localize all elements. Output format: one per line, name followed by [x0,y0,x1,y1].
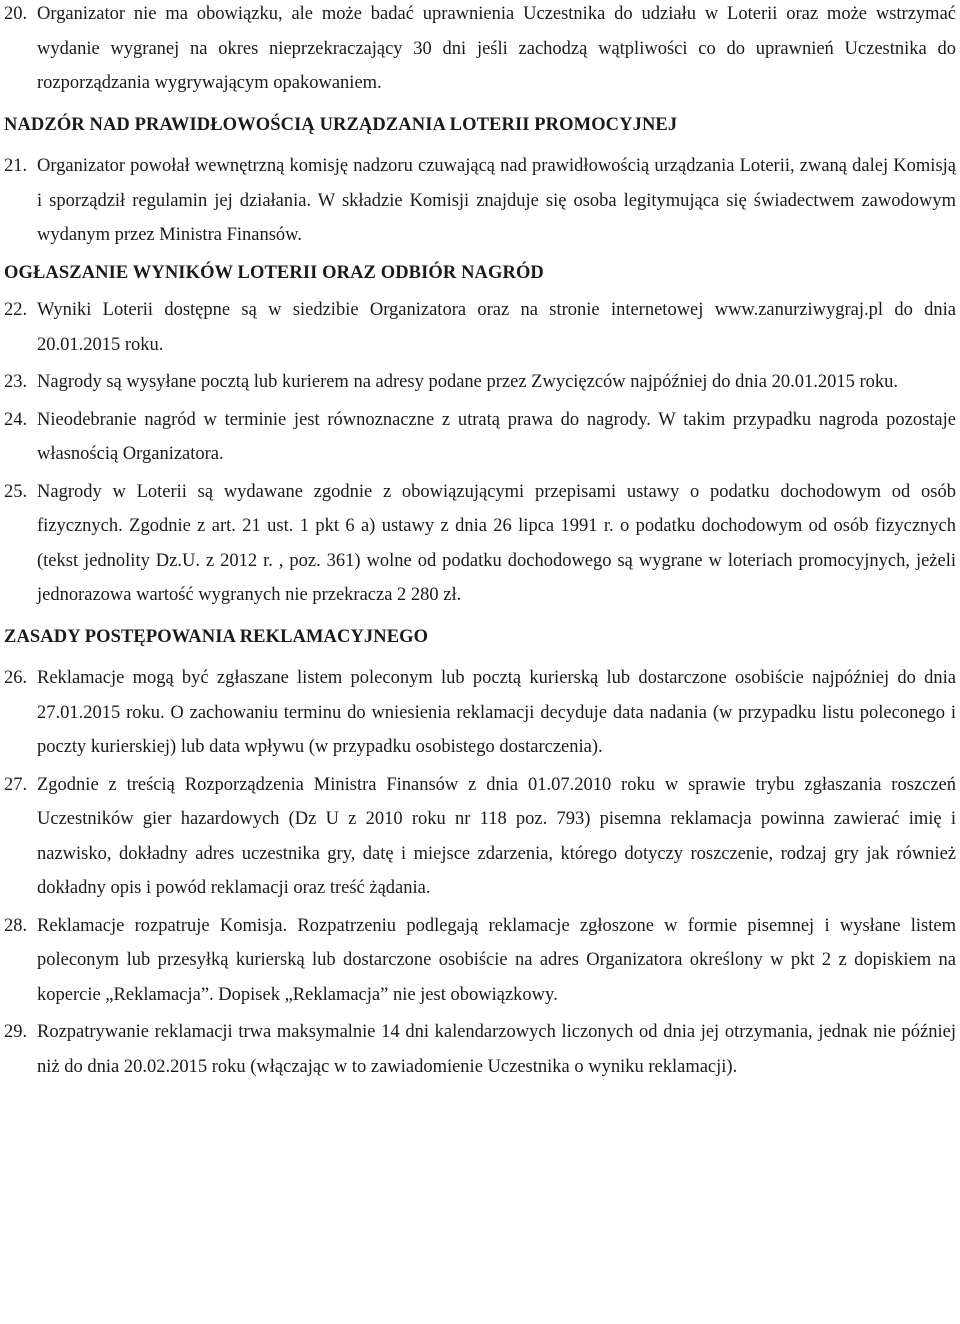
paragraph-number: 22. [4,300,28,320]
paragraph-text: Nagrody są wysyłane pocztą lub kurierem na adresy podane przez Zwycięzców najpóźniej do dnia 20.01.2015 roku. [37,372,898,392]
paragraph-text: Reklamacje rozpatruje Komisja. Rozpatrzeniu podlegają reklamacje zgłoszone w formie pisemnej i wysłane listem poleconym lub przesyłką kurierską lub dostarczone osobiście na adres Organizatora określony w pkt 2 z dopiskiem na kopercie „Reklamacja”. Dopisek „Reklamacja” nie jest obowiązkowy. [37,915,956,1005]
paragraph-25 [4,475,956,613]
paragraph-22 [4,293,956,362]
paragraph-23 [4,365,956,400]
paragraph-number: 28. [4,915,28,936]
paragraph-number: 25. [4,481,28,502]
paragraph-text: Nieodebranie nagród w terminie jest równoznaczne z utratą prawa do nagrody. W takim przypadku nagroda pozostaje własnością Organizatora. [37,409,956,464]
paragraph-text: Rozpatrywanie reklamacji trwa maksymalnie 14 dni kalendarzowych liczonych od dnia jej otrzymania, jednak nie później niż do dnia 20.02.2015 roku (włączając w to zawiadomienie Uczestnika o wyniku reklamacji). [37,1022,956,1077]
paragraph-number: 26. [4,668,28,688]
paragraph-26 [4,661,956,765]
paragraph-number: 29. [4,1022,28,1042]
section-heading-complaints: ZASADY POSTĘPOWANIA REKLAMACYJNEGO [4,626,429,647]
paragraph-28 [4,909,956,1013]
section-heading-results: OGŁASZANIE WYNIKÓW LOTERII ORAZ ODBIÓR NAGRÓD [4,262,544,283]
paragraph-number: 23. [4,372,28,392]
paragraph-20 [4,0,956,101]
paragraph-number: 27. [4,774,28,795]
paragraph-text: Organizator nie ma obowiązku, ale może badać uprawnienia Uczestnika do udziału w Loterii oraz może wstrzymać wydanie wygranej na okres nieprzekraczający 30 dni jeśli zachodzą wątpliwości co do uprawnień Uczestnika do rozporządzania wygrywającym opakowaniem. [37,4,956,93]
paragraph-24 [4,403,956,472]
paragraph-21 [4,149,956,253]
paragraph-29 [4,1015,956,1084]
section-heading-supervision: NADZÓR NAD PRAWIDŁOWOŚCIĄ URZĄDZANIA LOTERII PROMOCYJNEJ [4,114,678,135]
paragraph-text: Wyniki Loterii dostępne są w siedzibie Organizatora oraz na stronie internetowej www.zanurziwygraj.pl do dnia 20.01.2015 roku. [37,300,956,355]
paragraph-number: 20. [4,4,28,24]
paragraph-number: 21. [4,156,28,176]
paragraph-text: Nagrody w Loterii są wydawane zgodnie z obowiązującymi przepisami ustawy o podatku dochodowym od osób fizycznych. Zgodnie z art. 21 ust. 1 pkt 6 a) ustawy z dnia 26 lipca 1991 r. o podatku dochodowym od osób fizycznych (tekst jednolity Dz.U. z 2012 r. , poz. 361) wolne od podatku dochodowego są wygrane w loteriach promocyjnych, jeżeli jednorazowa wartość wygranych nie przekracza 2 280 zł. [37,481,956,605]
paragraph-text: Zgodnie z treścią Rozporządzenia Ministra Finansów z dnia 01.07.2010 roku w sprawie trybu zgłaszania roszczeń Uczestników gier hazardowych (Dz U z 2010 roku nr 118 poz. 793) pisemna reklamacja powinna zawierać imię i nazwisko, dokładny adres uczestnika gry, datę i miejsce zdarzenia, którego dotyczy roszczenie, rodzaj gry jak również dokładny opis i powód reklamacji oraz treść żądania. [37,774,956,898]
paragraph-text: Reklamacje mogą być zgłaszane listem poleconym lub pocztą kurierską lub dostarczone osobiście najpóźniej do dnia 27.01.2015 roku. O zachowaniu terminu do wniesienia reklamacji decyduje data nadania (w przypadku listu poleconego i poczty kurierskiej) lub data wpływu (w przypadku osobistego dostarczenia). [37,668,956,757]
paragraph-number: 24. [4,409,28,430]
paragraph-text: Organizator powołał wewnętrzną komisję nadzoru czuwającą nad prawidłowością urządzania Loterii, zwaną dalej Komisją i sporządził regulamin jej działania. W składzie Komisji znajduje się osoba legitymująca się świadectwem zawodowym wydanym przez Ministra Finansów. [37,156,956,245]
paragraph-27 [4,768,956,906]
